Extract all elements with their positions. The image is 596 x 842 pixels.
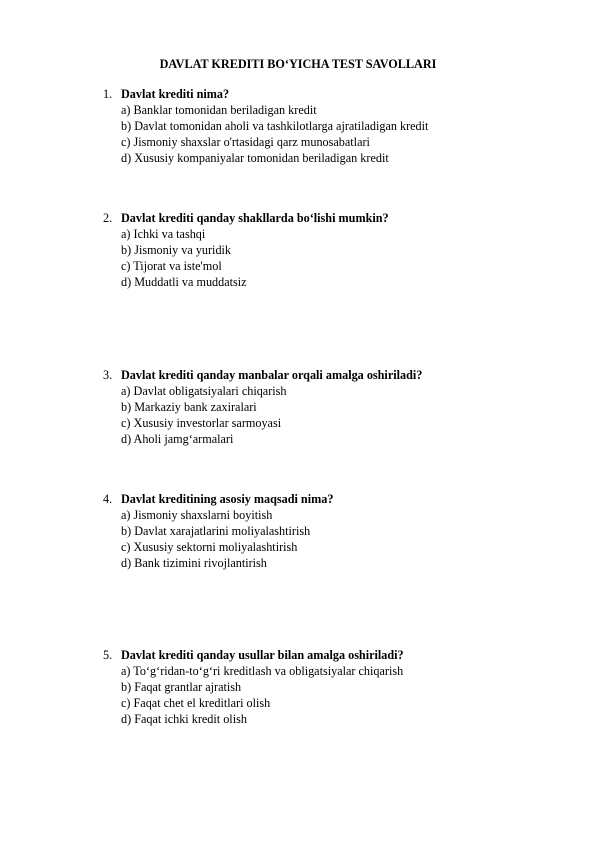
option-a: a) Banklar tomonidan beriladigan kredit xyxy=(121,103,317,117)
option-d: d) Xususiy kompaniyalar tomonidan beriladigan kredit xyxy=(121,151,389,165)
question-text: Davlat kreditining asosiy maqsadi nima? xyxy=(121,492,334,506)
question-heading xyxy=(103,367,573,383)
option-b: b) Jismoniy va yuridik xyxy=(121,243,232,257)
option-list xyxy=(121,663,573,727)
option-c: c) Tijorat va iste'mol xyxy=(121,259,222,273)
option-a: a) Ichki va tashqi xyxy=(121,227,206,241)
option-b: b) Faqat grantlar ajratish xyxy=(121,680,242,694)
option-c: c) Xususiy investorlar sarmoyasi xyxy=(121,416,282,430)
question-1 xyxy=(103,86,573,166)
question-number: 2. xyxy=(103,211,113,225)
option-c: c) Xususiy sektorni moliyalashtirish xyxy=(121,540,298,554)
option-list xyxy=(121,383,573,447)
question-text: Davlat krediti nima? xyxy=(121,87,230,101)
option-list xyxy=(121,507,573,571)
option-d: d) Faqat ichki kredit olish xyxy=(121,712,247,726)
option-c: c) Jismoniy shaxslar o'rtasidagi qarz munosabatlari xyxy=(121,135,370,149)
option-b: b) Davlat xarajatlarini moliyalashtirish xyxy=(121,524,311,538)
option-a: a) Davlat obligatsiyalari chiqarish xyxy=(121,384,287,398)
question-number: 5. xyxy=(103,648,113,662)
option-d: d) Aholi jamg‘armalari xyxy=(121,432,234,446)
question-text: Davlat krediti qanday manbalar orqali amalga oshiriladi? xyxy=(121,368,423,382)
question-heading xyxy=(103,210,573,226)
option-a: a) To‘g‘ridan-to‘g‘ri kreditlash va obligatsiyalar chiqarish xyxy=(121,664,404,678)
question-5 xyxy=(103,647,573,727)
option-a: a) Jismoniy shaxslarni boyitish xyxy=(121,508,273,522)
question-number: 4. xyxy=(103,492,113,506)
option-b: b) Davlat tomonidan aholi va tashkilotlarga ajratiladigan kredit xyxy=(121,119,429,133)
option-d: d) Bank tizimini rivojlantirish xyxy=(121,556,267,570)
question-heading xyxy=(103,647,573,663)
question-heading xyxy=(103,491,573,507)
question-text: Davlat krediti qanday shakllarda bo‘lishi mumkin? xyxy=(121,211,389,225)
question-3 xyxy=(103,367,573,447)
option-b: b) Markaziy bank zaxiralari xyxy=(121,400,257,414)
question-number: 1. xyxy=(103,87,113,101)
question-number: 3. xyxy=(103,368,113,382)
question-2 xyxy=(103,210,573,290)
question-4 xyxy=(103,491,573,571)
question-heading xyxy=(103,86,573,102)
question-text: Davlat krediti qanday usullar bilan amalga oshiriladi? xyxy=(121,648,404,662)
option-list xyxy=(121,226,573,290)
option-c: c) Faqat chet el kreditlari olish xyxy=(121,696,271,710)
option-list xyxy=(121,102,573,166)
option-d: d) Muddatli va muddatsiz xyxy=(121,275,247,289)
page-title: DAVLAT KREDITI BO‘YICHA TEST SAVOLLARI xyxy=(159,57,437,71)
